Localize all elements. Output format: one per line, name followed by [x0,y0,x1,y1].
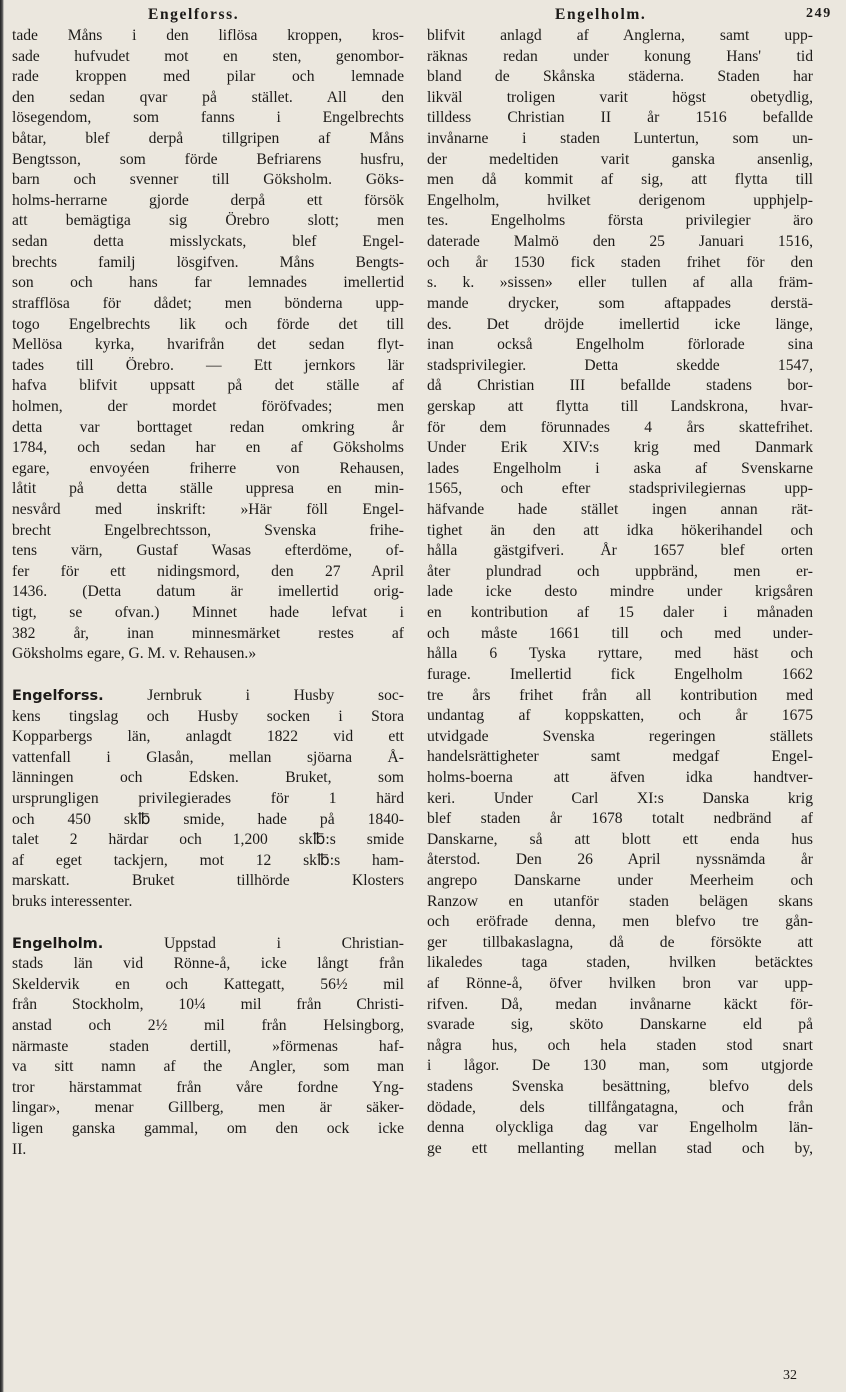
paragraph-line: tens värn, Gustaf Wasas efterdöme, of- [12,542,404,560]
paragraph-line: barn och svenner till Göksholm. Göks- [12,171,404,189]
paragraph-line: 382 år, inan minnesmärket restes af [12,624,404,642]
paragraph-line: blef staden år 1678 totalt nedbränd af [427,810,813,828]
paragraph-line: lade icke desto mindre under krigsåren [427,583,813,601]
paragraph-line: 1784, och sedan har en af Göksholms [12,439,404,457]
paragraph-line: der medeltiden varit ganska ansenlig, [427,150,813,168]
paragraph-line: blifvit anlagd af Anglerna, samt upp- [427,27,813,44]
paragraph-line: då Christian III befallde stadens bor- [427,377,813,395]
signature-mark-left: II. [12,1140,27,1158]
paragraph-line: 1436. (Detta datum är imellertid orig- [12,583,404,601]
paragraph-line: mande drycker, som aftappades derstä- [427,294,813,312]
paragraph-line: hafva blifvit uppsatt på det ställe af [12,377,404,395]
paragraph-line: tror härstammat från våre fordne Yng- [12,1078,404,1096]
paragraph-line: och eröfrade denna, men blefvo tre gån- [427,913,813,931]
entry-engelholm [12,934,404,955]
paragraph-line: inan också Engelholm förlorade sina [427,336,813,354]
entry-headword: Engelforss. [12,687,104,704]
paragraph-line: den sedan qvar på stället. All den [12,88,404,106]
paragraph-line: gerskap att flytta till Landskrona, hvar- [427,397,813,415]
paragraph-line: tre års frihet från all kontribution med [427,686,813,704]
entry-text: Uppstad i Christian- [103,934,404,952]
paragraph-line: Mellösa kyrka, hvarifrån det sedan flyt- [12,336,404,354]
paragraph-line: angrepo Danskarne under Meerheim och [427,871,813,889]
paragraph-line: Engelholm, hvilket derigenom upphjelp- [427,191,813,209]
page-number: 249 [806,6,832,21]
paragraph-line: från Stockholm, 10¼ mil från Christi- [12,996,404,1014]
paragraph-line: hålla gästgifveri. År 1657 blef orten [427,542,813,560]
entry-headword: Engelholm. [12,935,104,952]
paragraph-line: va sitt namn af the Angler, som man [12,1058,404,1076]
paragraph-line: stadens Svenska besättning, blefvo dels [427,1078,813,1096]
right-column [427,26,813,1160]
paragraph-line: tigt, se ofvan.) Minnet hade lefvat i [12,604,404,622]
paragraph-line: bruks interessenter. [12,892,133,910]
paragraph-line: af Rönne-å, öfver hvilken bron var upp- [427,975,813,993]
paragraph-line: marskatt. Bruket tillhörde Klosters [12,872,404,890]
paragraph-line: räknas redan under konung Hans' tid [427,47,813,65]
paragraph-line: lingar», menar Gillberg, men är säker- [12,1099,404,1117]
paragraph-line: ge ett mellanting mellan stad och by, [427,1139,813,1157]
paragraph-line: för dem förunnades 4 års skattefrihet. [427,418,813,436]
paragraph-line: brecht Engelbrechtsson, Svenska frihe- [12,521,404,539]
paragraph-line: sedan detta misslyckats, blef Engel- [12,233,404,251]
paragraph-line: s. k. »sissen» eller tullen af alla främ- [427,274,813,292]
paragraph-line: son och hans far lemnades imellertid [12,274,404,292]
paragraph-line: i lågor. De 130 man, som utgjorde [427,1057,813,1075]
paragraph-line: lades Engelholm i aska af Svenskarne [427,459,813,477]
paragraph-line: och 450 sk℔ smide, hade på 1840- [12,810,404,828]
paragraph-line: af eget tackjern, mot 12 sk℔:s ham- [12,851,404,869]
paragraph-line: anstad och 2½ mil från Helsingborg, [12,1017,404,1035]
paragraph-line: invånarne i staden Luntertun, som un- [427,130,813,148]
paragraph-line: strafflösa för dådet; men bönderna upp- [12,294,404,312]
paragraph-line: dödade, dels tillfångatagna, och från [427,1098,813,1116]
paragraph-line: sade hufvudet mot en sten, genombor- [12,47,404,65]
paragraph-line: Ranzow en utanför staden belägen skans [427,892,813,910]
signature-mark: 32 [783,1368,797,1383]
paragraph-line: några hus, och hela staden stod snart [427,1036,813,1054]
paragraph-line: brechts familj lösgifven. Måns Bengts- [12,253,404,271]
paragraph-line: 1565, och efter stadsprivilegiernas upp- [427,480,813,498]
paragraph-line: talet 2 härdar och 1,200 sk℔:s smide [12,831,404,849]
paragraph-line: tes. Engelholms första privilegier äro [427,212,813,230]
paragraph-line: Skeldervik en och Kattegatt, 56½ mil [12,975,404,993]
binding-edge [0,0,4,1392]
paragraph-line: båtar, blef derpå tillgripen af Måns [12,130,404,148]
paragraph-line: häfvande hade stället ingen annan rät- [427,501,813,519]
paragraph-line: tighet än den att idka hökerihandel och [427,521,813,539]
paragraph-line: tilldess Christian II år 1516 befallde [427,109,813,127]
paragraph-line: togo Engelbrechts lik och förde det till [12,315,404,333]
paragraph-line: och måste 1661 till och med under- [427,624,813,642]
paragraph-line: stads län vid Rönne-å, icke långt från [12,955,404,973]
paragraph-line: bland de Skånska städerna. Staden har [427,68,813,86]
paragraph-line: hålla 6 Tyska ryttare, med häst och [427,645,813,663]
entry-engelforss [12,686,404,707]
paragraph-line: en kontribution af 15 daler i månaden [427,604,813,622]
paragraph-line: närmaste staden dertill, »förmenas haf- [12,1037,404,1055]
paragraph-line: handelsrättigheter samt medgaf Engel- [427,748,813,766]
paragraph-line: rade kroppen med pilar och lemnade [12,68,404,86]
paragraph-line: keri. Under Carl XI:s Danska krig [427,789,813,807]
paragraph-line: des. Det dröjde imellertid icke länge, [427,315,813,333]
paragraph-line: Bengtsson, som förde Befriarens husfru, [12,150,404,168]
paragraph-line: låtit på detta ställe uppresa en min- [12,480,404,498]
paragraph-line: holmen, der mordet föröfvades; men [12,397,404,415]
paragraph-line: holms-boerna att äfven idka handtver- [427,768,813,786]
paragraph-line: rifven. Då, medan invånarne käckt för- [427,995,813,1013]
paragraph-line: holms-herrarne gjorde derpå ett försök [12,191,404,209]
paragraph-line: ursprungligen privilegierades för 1 härd [12,789,404,807]
paragraph-line: undantag af koppskatten, och år 1675 [427,707,813,725]
paragraph-line: furage. Imellertid fick Engelholm 1662 [427,665,813,683]
paragraph-line: åter plundrad och uppbränd, men er- [427,562,813,580]
right-running-title: Engelholm. [555,6,647,23]
paragraph-line: likväl troligen varit högst obetydlig, [427,88,813,106]
paragraph-line: denna olyckliga dag var Engelholm län- [427,1119,813,1137]
paragraph-line: länningen och Edsken. Bruket, som [12,769,404,787]
paragraph-line: att bemägtiga sig Örebro slott; men [12,212,404,230]
paragraph-line: tades till Örebro. — Ett jernkors lär [12,356,404,374]
paragraph-line: Under Erik XIV:s krig med Danmark [427,439,813,457]
paragraph-line: Kopparbergs län, anlagdt 1822 vid ett [12,728,404,746]
paragraph-line: men då kommit af sig, att flytta till [427,171,813,189]
paragraph-line: lösegendom, som fanns i Engelbrechts [12,109,404,127]
left-column [12,26,404,1160]
paragraph-line: detta var borttaget redan omkring år [12,418,404,436]
paragraph-line: likaledes taga staden, hvilken betäcktes [427,954,813,972]
paragraph-line: egare, envoyéen friherre von Rehausen, [12,459,404,477]
paragraph-line: fer för ett nidingsmord, den 27 April [12,562,404,580]
paragraph-line: kens tingslag och Husby socken i Stora [12,707,404,725]
left-running-title: Engelforss. [148,6,240,23]
paragraph-line: Danskarne, så att blott ett enda hus [427,830,813,848]
paragraph-line: återstod. Den 26 April nyssnämda år [427,851,813,869]
paragraph-line: svarade sig, sköto Danskarne eld på [427,1016,813,1034]
paragraph-line: stadsprivilegier. Detta skedde 1547, [427,356,813,374]
paragraph-line: och år 1530 fick staden frihet för den [427,253,813,271]
paragraph-line: utvidgade Svenska regeringen ställets [427,727,813,745]
paragraph-line: ligen ganska gammal, om den ock icke [12,1120,404,1138]
paragraph-line: ger tillbakaslagna, då de försökte att [427,933,813,951]
paragraph-line: Göksholms egare, G. M. v. Rehausen.» [12,645,257,663]
paragraph-line: vattenfall i Glasån, mellan sjöarna Å- [12,748,404,766]
paragraph-line: daterade Malmö den 25 Januari 1516, [427,233,813,251]
paragraph-line: nesvård med inskrift: »Här föll Engel- [12,501,404,519]
entry-text: Jernbruk i Husby soc- [103,686,404,704]
paragraph-line: tade Måns i den liflösa kroppen, kros- [12,27,404,44]
